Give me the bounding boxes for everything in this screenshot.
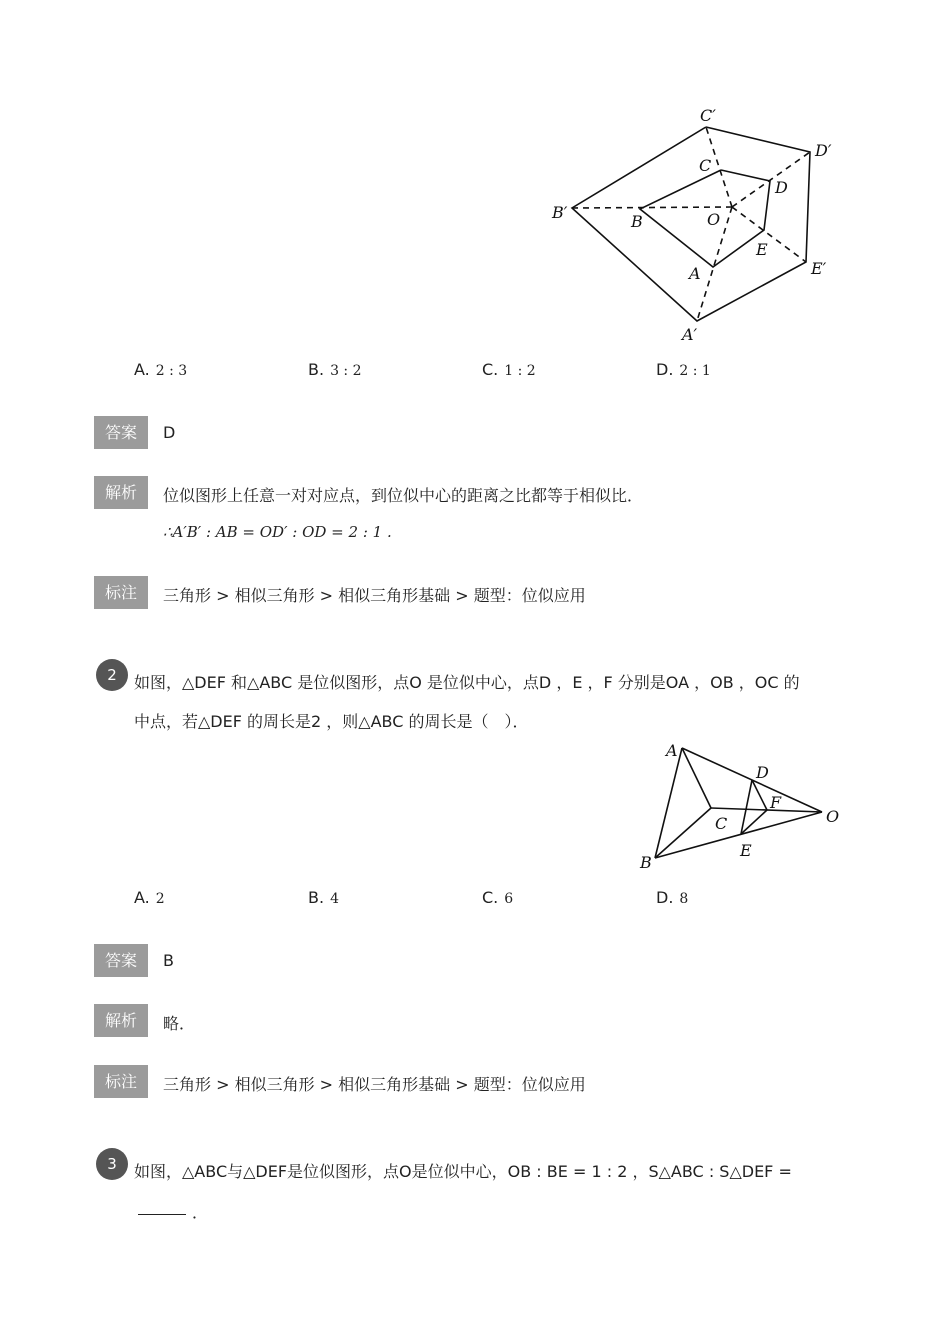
label-B: B	[631, 212, 643, 231]
label-D-prime: D′	[815, 141, 832, 160]
inner-pentagon	[640, 170, 770, 267]
q1-option-d[interactable]: D. 2 : 1	[656, 360, 711, 379]
q2-option-b[interactable]: B. 4	[308, 888, 339, 907]
outer-pentagon	[572, 127, 810, 321]
label-D: D	[775, 178, 788, 197]
q1-option-c[interactable]: C. 1 : 2	[482, 360, 536, 379]
q2-analysis-tag: 解析	[94, 1004, 148, 1037]
label-A: A	[689, 264, 701, 283]
label-E: E	[740, 841, 752, 860]
q2-option-c[interactable]: C. 6	[482, 888, 514, 907]
label-C: C	[715, 814, 728, 833]
q1-note-tag: 标注	[94, 576, 148, 609]
label-O: O	[707, 210, 721, 229]
label-E: E	[756, 240, 768, 259]
q2-answer-tag: 答案	[94, 944, 148, 977]
q2-answer: B	[163, 951, 174, 970]
label-A-prime: A′	[682, 325, 698, 344]
q2-note-tag: 标注	[94, 1065, 148, 1098]
q2-note: 三角形 > 相似三角形 > 相似三角形基础 > 题型：位似应用	[163, 1075, 586, 1094]
q3-stem-line1: 如图，△ABC与△DEF是位似图形，点O是位似中心，OB : BE = 1 : 2 ，S△ABC : S△DEF =	[134, 1162, 792, 1181]
q3-number: 3	[96, 1148, 128, 1180]
q2-number: 2	[96, 659, 128, 691]
q1-option-b[interactable]: B. 3 : 2	[308, 360, 362, 379]
q2-stem-line2: 中点，若△DEF 的周长是2 ，则△ABC 的周长是（ ）．	[134, 712, 529, 731]
q1-analysis-line2: ∴A′B′ : AB = OD′ : OD = 2 : 1 .	[163, 523, 392, 541]
q2-option-a[interactable]: A. 2	[134, 888, 165, 907]
q1-analysis-tag: 解析	[94, 476, 148, 509]
q3-blank[interactable]	[138, 1214, 186, 1215]
label-D: D	[756, 763, 769, 782]
label-B: B	[640, 853, 652, 872]
label-C: C	[699, 156, 712, 175]
q1-answer-tag: 答案	[94, 416, 148, 449]
label-C-prime: C′	[700, 106, 716, 125]
label-E-prime: E′	[811, 259, 827, 278]
q1-note: 三角形 > 相似三角形 > 相似三角形基础 > 题型：位似应用	[163, 586, 586, 605]
q1-answer: D	[163, 423, 176, 442]
q3-stem-line2: ．	[192, 1203, 209, 1222]
q1-option-a[interactable]: A. 2 : 3	[134, 360, 188, 379]
label-B-prime: B′	[552, 203, 568, 222]
q1-figure	[540, 95, 860, 350]
label-O: O	[826, 807, 840, 826]
q1-analysis-line1: 位似图形上任意一对对应点，到位似中心的距离之比都等于相似比．	[163, 486, 644, 505]
q2-analysis: 略．	[163, 1014, 196, 1033]
q2-option-d[interactable]: D. 8	[656, 888, 689, 907]
q2-stem-line1: 如图，△DEF 和△ABC 是位似图形，点O 是位似中心，点D ，E ，F 分别是OA ，OB ，OC 的	[134, 673, 800, 692]
q2-figure	[630, 735, 850, 875]
label-A: A	[666, 741, 678, 760]
label-F: F	[770, 793, 782, 812]
